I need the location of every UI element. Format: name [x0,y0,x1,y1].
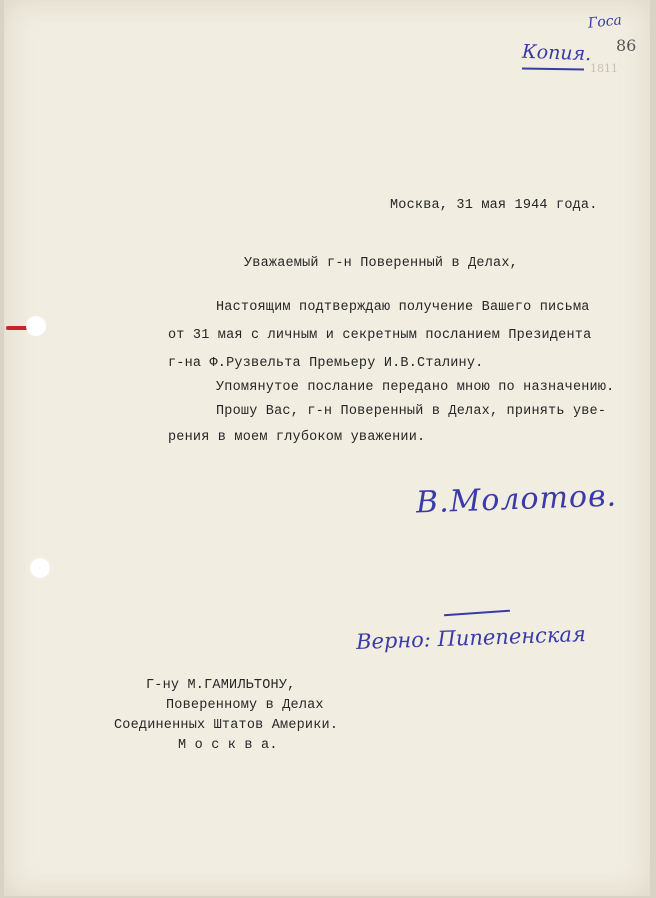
body-line-5: Прошу Вас, г-н Поверенный в Делах, принять уве- [216,404,607,419]
binder-hole-bottom [30,558,50,578]
binder-hole-top [26,316,46,336]
kopiya-mark: Копия. [521,40,592,66]
faint-archive-mark: 1811 [590,62,618,75]
body-line-4: Упомянутое послание передано мною по назначению. [216,380,615,395]
address-line-1: Г-ну М.ГАМИЛЬТОНУ, [146,678,296,693]
address-line-3: Соединенных Штатов Америки. [114,718,339,733]
body-line-6: рения в моем глубоком уважении. [168,430,426,445]
salutation: Уважаемый г-н Поверенный в Делах, [244,256,518,271]
red-tab-mark [6,326,28,330]
certification-stroke [444,610,510,617]
molotov-signature: В.Молотов. [415,478,618,521]
date-line: Москва, 31 мая 1944 года. [390,198,598,213]
kopiya-underline [522,67,584,70]
document-page [4,0,650,896]
address-line-2: Поверенному в Делах [166,698,324,713]
archive-note: Госа [587,12,623,32]
body-line-1: Настоящим подтверждаю получение Вашего письма [216,300,590,315]
body-line-2: от 31 мая с личным и секретным посланием Президента [168,328,592,343]
certification-note: Верно: Пипепенская [355,621,587,655]
address-line-4: М о с к в а. [178,738,278,753]
body-line-3: г-на Ф.Рузвельта Премьеру И.В.Сталину. [168,356,484,371]
page-number: 86 [616,36,637,55]
